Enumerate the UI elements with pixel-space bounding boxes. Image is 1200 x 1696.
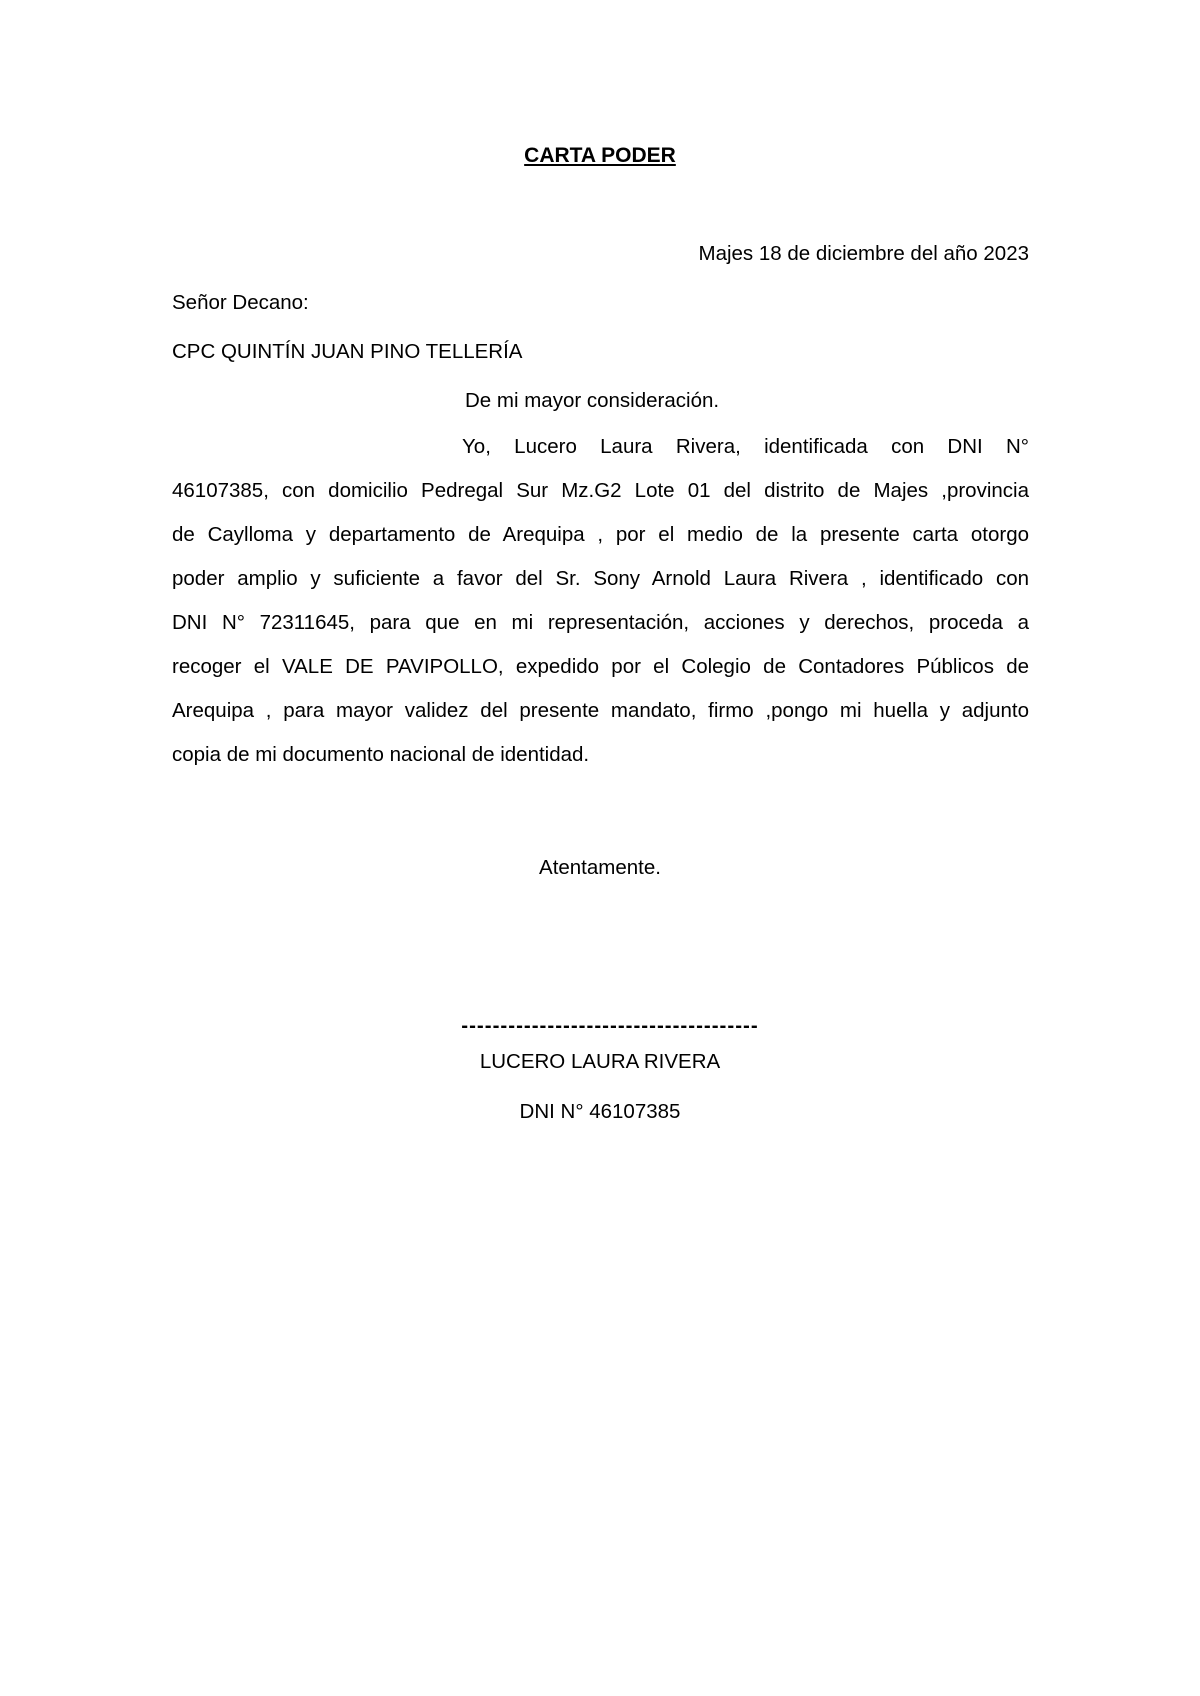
body-line: poder amplio y suficiente a favor del Sr. Sony Arnold Laura Rivera , identificado con [172,567,1029,590]
signer-dni: DNI N° 46107385 [519,1100,681,1123]
body-line: de Caylloma y departamento de Arequipa , por el medio de la presente carta otorgo [172,523,1029,546]
body-line: recoger el VALE DE PAVIPOLLO, expedido por el Colegio de Contadores Públicos de [172,655,1029,678]
body-line: Arequipa , para mayor validez del presente mandato, firmo ,pongo mi huella y adjunto [172,699,1029,722]
salutation-addressee-title: Señor Decano: [172,291,309,314]
body-line: copia de mi documento nacional de identidad. [172,743,590,766]
body-line: 46107385, con domicilio Pedregal Sur Mz.G2 Lote 01 del distrito de Majes ,provincia [172,479,1029,502]
signature-line: -------------------------------------- [461,1014,759,1037]
body-paragraph [172,434,1029,786]
salutation-addressee-name: CPC QUINTÍN JUAN PINO TELLERÍA [172,340,523,363]
body-line: Yo, Lucero Laura Rivera, identificada con DNI N° [462,435,1029,458]
signer-name: LUCERO LAURA RIVERA [479,1050,721,1073]
document-title: CARTA PODER [524,144,676,167]
closing: Atentamente. [539,856,661,879]
greeting: De mi mayor consideración. [465,389,720,412]
date-line: Majes 18 de diciembre del año 2023 [698,242,1029,265]
body-line: DNI N° 72311645, para que en mi representación, acciones y derechos, proceda a [172,611,1029,634]
